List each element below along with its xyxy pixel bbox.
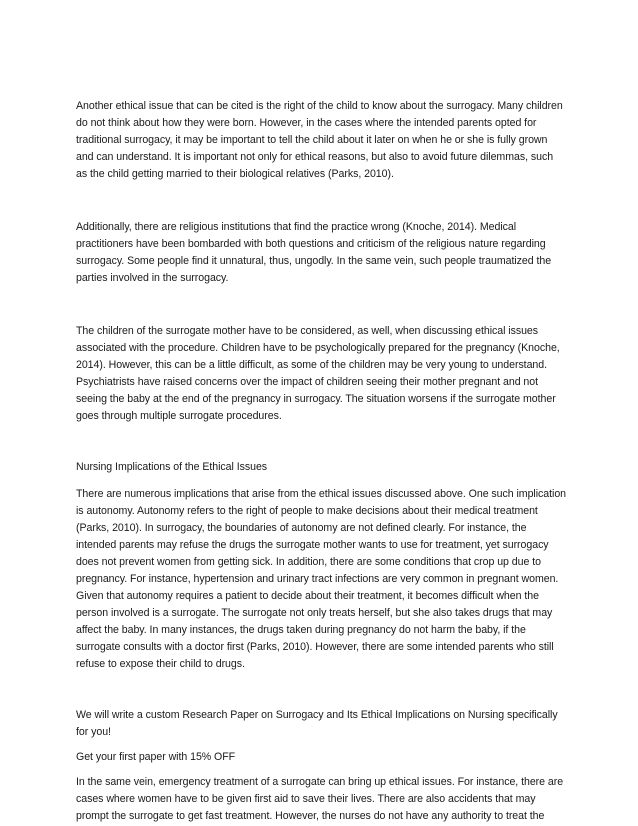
section-heading: Nursing Implications of the Ethical Issues xyxy=(76,461,268,473)
paragraph-surrogate-children: The children of the surrogate mother have to be considered, as well, when discussing ethical issues associated with the procedure. Children have to be psychologically prepared for the pregnancy (Knoche, 2014). However, this can be a little difficult, as some of the children may be very young to understand. Psychiatrists have raised concerns over the impact of children seeing their mother pregnant and not seeing the baby at the end of the pregnancy in surrogacy. The situation worsens if the surrogate mother goes through multiple surrogate procedures. xyxy=(76,325,560,422)
promo-discount: Get your first paper with 15% OFF xyxy=(76,751,236,763)
paragraph-child-right-to-know: Another ethical issue that can be cited is the right of the child to know about the surrogacy. Many children do not think about how they were born. However, in the cases where the intended parents opted for traditional surrogacy, it may be important to tell the child about it later on when he or she is fully grown and can understand. It is important not only for ethical reasons, but also to avoid future dilemmas, such as the child getting married to their biological relatives (Parks, 2010). xyxy=(76,100,563,180)
paragraph-autonomy: There are numerous implications that arise from the ethical issues discussed above. One such implication is autonomy. Autonomy refers to the right of people to make decisions about their medical treatment (Parks, 2010). In surrogacy, the boundaries of autonomy are not defined clearly. For instance, the intended parents may refuse the drugs the surrogate mother wants to use for treatment, yet surrogacy does not prevent women from getting sick. In addition, there are some conditions that crop up due to pregnancy. For instance, hypertension and urinary tract infections are very common in pregnant women. Given that autonomy requires a patient to decide about their treatment, it becomes difficult when the person involved is a surrogate. The surrogate not only treats herself, but she also takes drugs that may affect the baby. In many instances, the drugs taken during pregnancy do not harm the baby, if the surrogate consults with a doctor first (Parks, 2010). However, there are some intended parents who still refuse to expose their child to drugs. xyxy=(76,488,567,670)
paragraph-emergency-treatment: In the same vein, emergency treatment of a surrogate can bring up ethical issues. For instance, there are cases where women have to be given first aid to save their lives. There are also accidents that may prompt the surrogate to get fast treatment. However, the nurses do not have any authority to treat the xyxy=(76,776,564,822)
promo-custom-paper: We will write a custom Research Paper on Surrogacy and Its Ethical Implications on Nursing specifically for you! xyxy=(76,709,558,738)
document-body xyxy=(76,98,566,825)
paragraph-religious-institutions: Additionally, there are religious institutions that find the practice wrong (Knoche, 2014). Medical practitioners have been bombarded with both questions and criticism of the religious nature regarding surrogacy. Some people find it unnatural, thus, ungodly. In the same vein, such people traumatized the parties involved in the surrogacy. xyxy=(76,221,552,284)
